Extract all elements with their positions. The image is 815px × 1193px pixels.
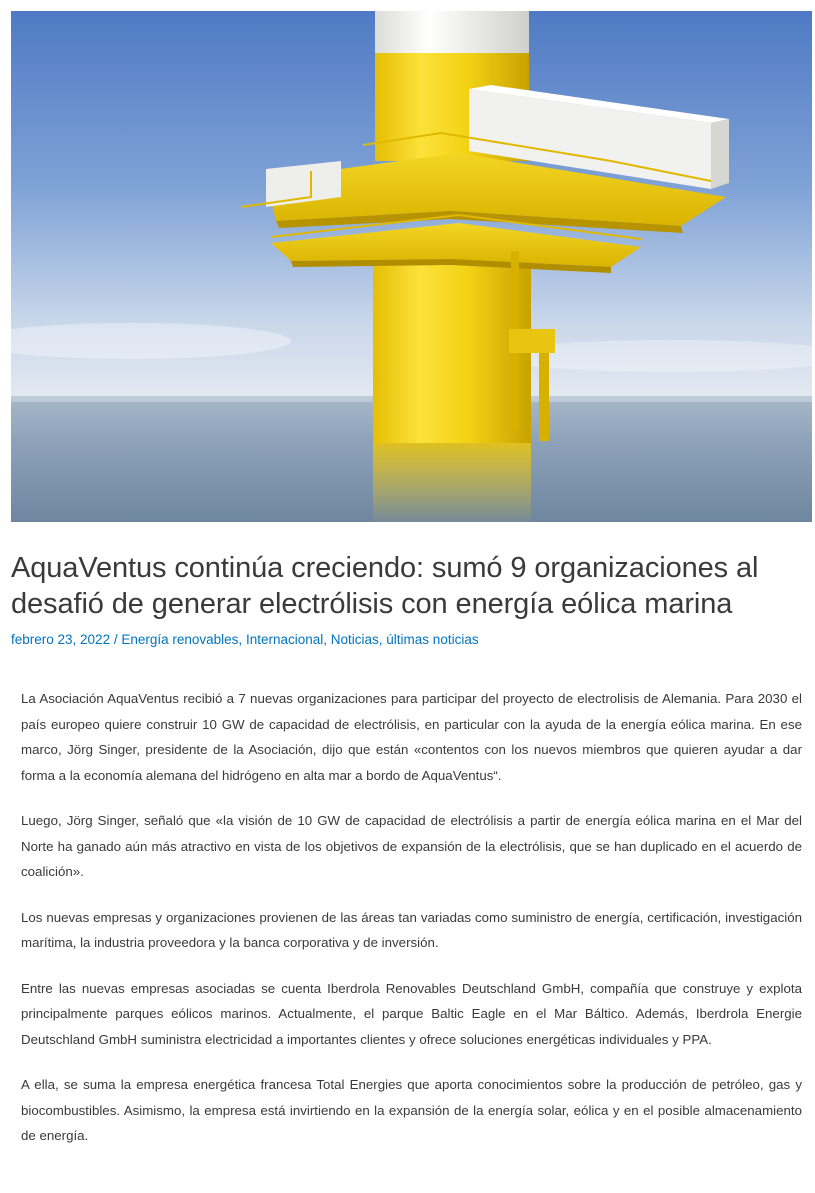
post-meta [11, 631, 479, 649]
category-link-ultimas-noticias[interactable]: últimas noticias [386, 632, 479, 647]
article-paragraph: La Asociación AquaVentus recibió a 7 nuevas organizaciones para participar del proyecto de electrolisis de Alemania. Para 2030 el país europeo quiere construir 10 GW de capacidad de electrólisis, en particular con la ayuda de la energía eólica marina. En ese marco, Jörg Singer, presidente de la Asociación, dijo que están «contentos con los nuevos miembros que quieren ayudar a dar forma a la economía alemana del hidrógeno en alta mar a bordo de AquaVentus“. [21, 691, 802, 783]
article-body [21, 686, 802, 1169]
article-paragraph: Los nuevas empresas y organizaciones provienen de las áreas tan variadas como suministro de energía, certificación, investigación marítima, la industria proveedora y la banca corporativa y de inversión. [21, 909, 802, 950]
post-date-link[interactable]: febrero 23, 2022 [11, 632, 111, 647]
category-link-energia-renovables[interactable]: Energía renovables [121, 632, 239, 647]
article-paragraph: Luego, Jörg Singer, señaló que «la visión de 10 GW de capacidad de electrólisis a partir de energía eólica marina en el Mar del Norte ha ganado aún más atractivo en vista de los objetivos de expansión de la electrólisis, que se han duplicado en el acuerdo de coalición». [21, 813, 802, 879]
category-separator: , [323, 632, 331, 647]
category-separator: , [378, 632, 387, 647]
article-paragraph: Entre las nuevas empresas asociadas se cuenta Iberdrola Renovables Deutschland GmbH, compañía que construye y explota principalmente parques eólicos marinos. Actualmente, el parque Baltic Eagle en el Mar Báltico. Además, Iberdrola Energie Deutschland GmbH suministra electricidad a importantes clientes y ofrece soluciones energéticas individuales y PPA. [21, 980, 802, 1047]
hero-image [11, 11, 812, 522]
article-title: AquaVentus continúa creciendo: sumó 9 organizaciones al desafió de generar electrólisis con energía eólica marina [11, 552, 759, 620]
category-link-noticias[interactable]: Noticias [330, 632, 379, 647]
article-paragraph: A ella, se suma la empresa energética francesa Total Energies que aporta conocimientos sobre la producción de petróleo, gas y biocombustibles. Asimismo, la empresa está invirtiendo en la expansión de la energía solar, eólica y en el posible almacenamiento de energía. [21, 1077, 802, 1143]
date-separator: / [110, 632, 122, 647]
category-link-internacional[interactable]: Internacional [245, 632, 324, 647]
category-separator: , [238, 632, 246, 647]
offshore-wind-turbine-platform-image [11, 11, 812, 522]
